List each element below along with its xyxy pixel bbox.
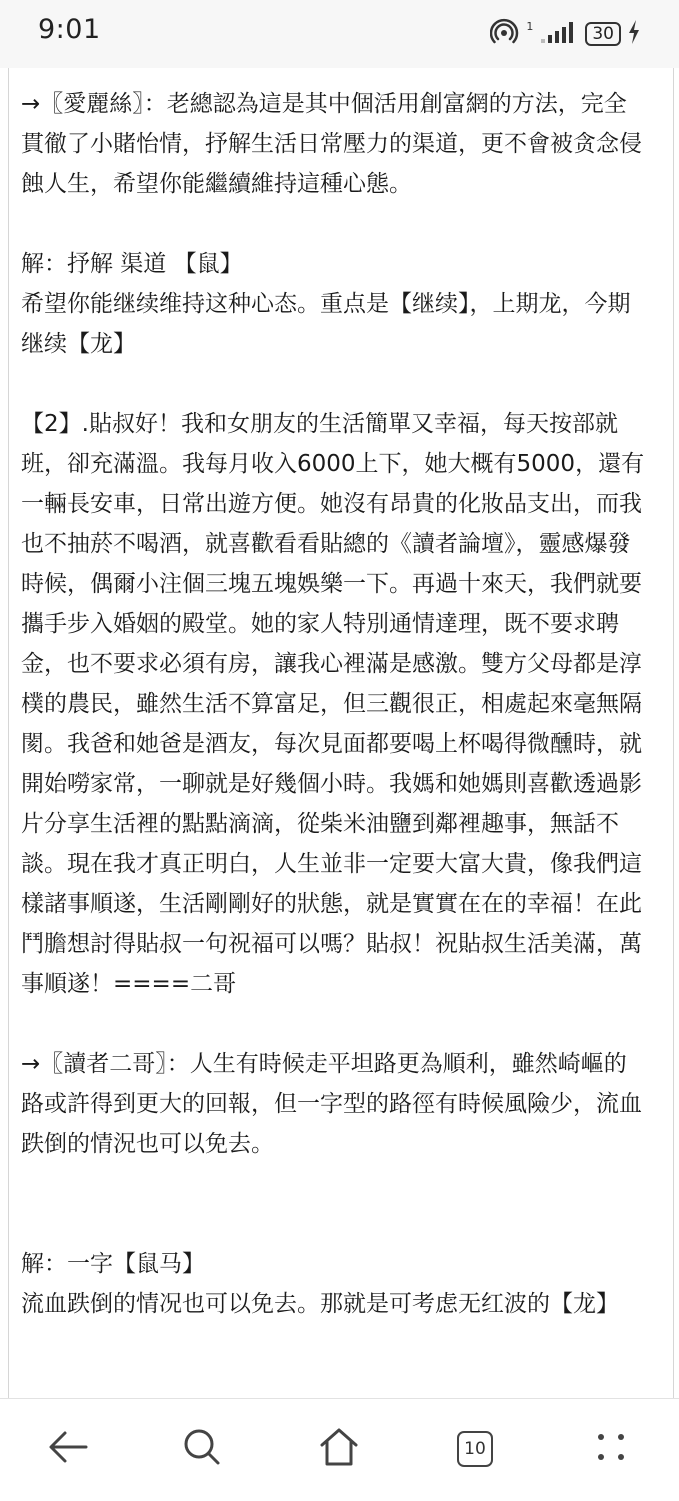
battery-level: 30 xyxy=(592,24,614,44)
home-icon xyxy=(318,1427,360,1471)
search-icon xyxy=(182,1427,222,1471)
paragraph-reader-letter: 【2】.貼叔好！我和女朋友的生活簡單又幸福，每天按部就班，卻充滿溫。我每月收入6000上下，她大概有5000，還有一輛長安車，日常出遊方便。她沒有昂貴的化妝品支出，而我也不抽菸不喝酒，就喜歡看看貼總的《讀者論壇》，靈感爆發時候，偶爾小注個三塊五塊娛樂一下。再過十來天，我們就要攜手步入婚姻的殿堂。她的家人特別通情達理，既不要求聘金，也不要求必須有房，讓我心裡滿是感激。雙方父母都是淳樸的農民，雖然生活不算富足，但三觀很正，相處起來毫無隔閡。我爸和她爸是酒友，每次見面都要喝上杯喝得微醺時，就開始嘮家常，一聊就是好幾個小時。我媽和她媽則喜歡透過影片分享生活裡的點點滴滴，從柴米油鹽到鄰裡趣事，無話不談。現在我才真正明白，人生並非一定要大富大貴，像我們這樣諸事順遂，生活剛剛好的狀態，就是實實在在的幸福！在此鬥膽想討得貼叔一句祝福可以嗎？貼叔！祝貼叔生活美滿，萬事順遂！====二哥 xyxy=(21,411,645,997)
hotspot-icon xyxy=(490,17,520,51)
status-icons xyxy=(490,18,641,50)
search-button[interactable] xyxy=(172,1423,232,1475)
article-frame xyxy=(8,68,674,1398)
status-time: 9:01 xyxy=(38,14,101,45)
paragraph-hint-2: 流血跌倒的情况也可以免去。那就是可考虑无红波的【龙】 xyxy=(21,1291,619,1317)
paragraph-solution-2: 解：一字【鼠马】 xyxy=(21,1251,205,1277)
paragraph-alice-reply: →〖愛麗絲〗：老總認為這是其中個活用創富網的方法，完全貫徹了小賭怡情，抒解生活日常壓力的渠道，更不會被贪念侵蝕人生，希望你能繼續維持這種心態。 xyxy=(21,91,642,197)
signal-sup-text: 1 xyxy=(526,19,534,33)
status-bar xyxy=(0,0,679,68)
bottom-nav-bar xyxy=(0,1398,679,1501)
charging-icon xyxy=(627,19,641,49)
tab-count: 10 xyxy=(464,1439,486,1459)
signal-icon xyxy=(539,20,579,48)
more-menu-button[interactable] xyxy=(581,1423,641,1475)
paragraph-hint-1: 希望你能继续维持这种心态。重点是【继续】，上期龙，今期继续【龙】 xyxy=(21,291,631,357)
more-dots-icon xyxy=(593,1429,629,1469)
tabs-button[interactable] xyxy=(445,1423,505,1475)
back-arrow-icon xyxy=(48,1430,88,1468)
paragraph-solution-1: 解：抒解 渠道 【鼠】 xyxy=(21,251,243,277)
battery-icon xyxy=(585,22,621,46)
home-button[interactable] xyxy=(309,1423,369,1475)
article-body xyxy=(21,84,649,1324)
tabs-icon xyxy=(457,1431,493,1467)
back-button[interactable] xyxy=(38,1423,98,1475)
paragraph-erge-reply: →〖讀者二哥〗：人生有時候走平坦路更為順利，雖然崎嶇的路或許得到更大的回報，但一字型的路徑有時候風險少，流血跌倒的情況也可以免去。 xyxy=(21,1051,642,1157)
